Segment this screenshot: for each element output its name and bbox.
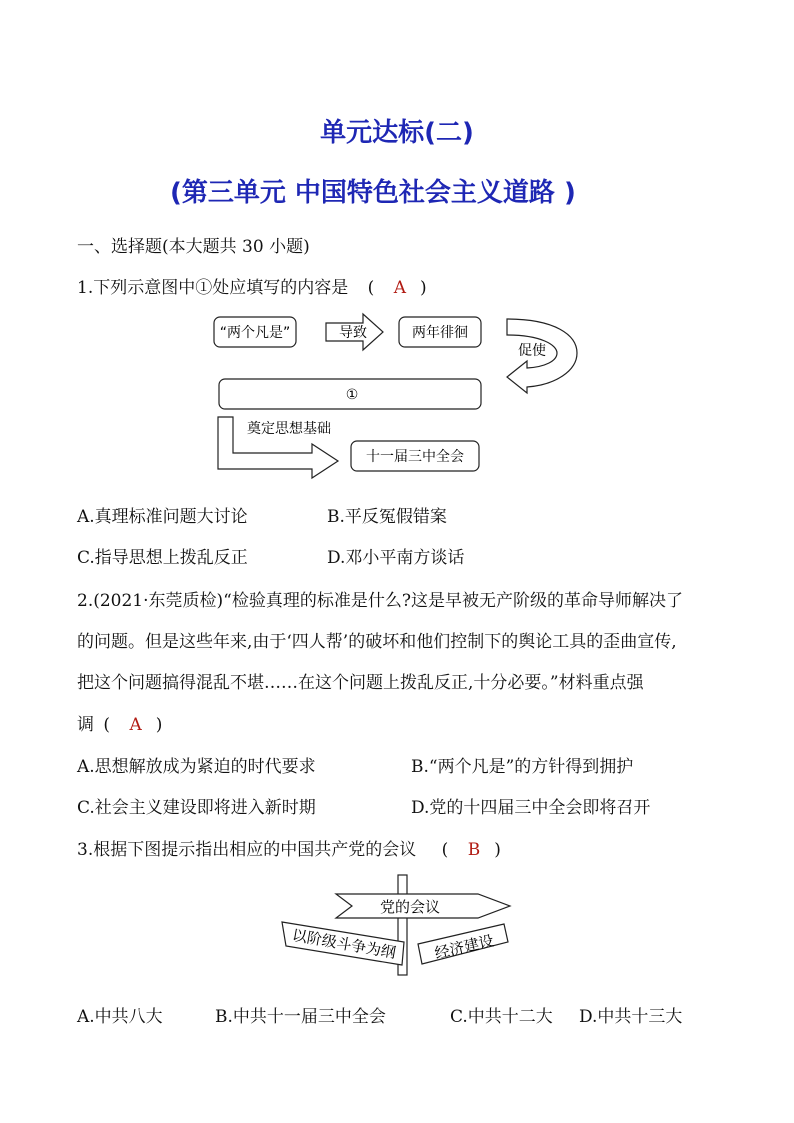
q2-stem-tail: 调 <box>77 715 94 735</box>
q2-answer-bracket: ( A ) <box>103 715 163 735</box>
q1-box3-label: ① <box>345 387 359 403</box>
q3-sign-left-label: 以阶级斗争为纲 <box>290 926 398 962</box>
q1-option-c[interactable]: C.指导思想上拨乱反正 <box>77 548 248 568</box>
q1-flow-diagram <box>205 305 595 485</box>
q1-option-d[interactable]: D.邓小平南方谈话 <box>327 548 465 568</box>
q1-box4-label: 十一届三中全会 <box>366 449 464 465</box>
q2-stem-line-2: 的问题。但是这些年来,由于‘四人帮’的破坏和他们控制下的舆论工具的歪曲宣传, <box>77 632 677 652</box>
q1-answer: A <box>393 278 406 298</box>
q1-option-b[interactable]: B.平反冤假错案 <box>327 507 447 527</box>
q3-option-b[interactable]: B.中共十一届三中全会 <box>215 1007 386 1027</box>
q3-answer: B <box>467 840 481 860</box>
q1-curve-label: 促使 <box>518 343 546 359</box>
question-1-stem <box>77 273 427 298</box>
section-heading: 一、选择题(本大题共 30 小题) <box>77 237 310 257</box>
q3-sign-top-label: 党的会议 <box>379 898 441 916</box>
page-title: 单元达标(二) <box>320 118 474 148</box>
page-subtitle: (第三单元 中国特色社会主义道路 ) <box>170 178 576 208</box>
q1-option-a[interactable]: A.真理标准问题大讨论 <box>77 507 248 527</box>
q1-arrow1-label: 导致 <box>339 325 367 341</box>
question-3-stem <box>77 835 501 860</box>
q3-option-a[interactable]: A.中共八大 <box>77 1007 163 1027</box>
q1-stem-text: 1.下列示意图中①处应填写的内容是 <box>77 278 349 298</box>
q3-sign-right-label: 经济建设 <box>432 931 496 963</box>
q1-arrow2-label: 奠定思想基础 <box>247 421 331 437</box>
q1-box2-label: 两年徘徊 <box>412 325 468 341</box>
q3-stem-text: 3.根据下图提示指出相应的中国共产党的会议 <box>77 840 417 860</box>
q2-stem-line-4 <box>77 710 162 735</box>
q3-option-c[interactable]: C.中共十二大 <box>450 1007 553 1027</box>
q2-answer: A <box>129 715 142 735</box>
q1-box1-label: “两个凡是” <box>219 325 291 341</box>
q3-option-d[interactable]: D.中共十三大 <box>579 1007 683 1027</box>
q2-option-c[interactable]: C.社会主义建设即将进入新时期 <box>77 798 316 818</box>
q2-stem-line-1: 2.(2021·东莞质检)“检验真理的标准是什么?这是早被无产阶级的革命导师解决了 <box>77 591 683 611</box>
q2-stem-line-3: 把这个问题搞得混乱不堪……在这个问题上拨乱反正,十分必要。”材料重点强 <box>77 673 644 693</box>
q2-option-d[interactable]: D.党的十四届三中全会即将召开 <box>411 798 651 818</box>
q2-option-b[interactable]: B.“两个凡是”的方针得到拥护 <box>411 757 634 777</box>
q2-option-a[interactable]: A.思想解放成为紧迫的时代要求 <box>77 757 316 777</box>
q3-answer-bracket: ( B ) <box>441 840 501 860</box>
q1-answer-bracket: ( A ) <box>367 278 427 298</box>
q3-signpost <box>278 870 518 980</box>
